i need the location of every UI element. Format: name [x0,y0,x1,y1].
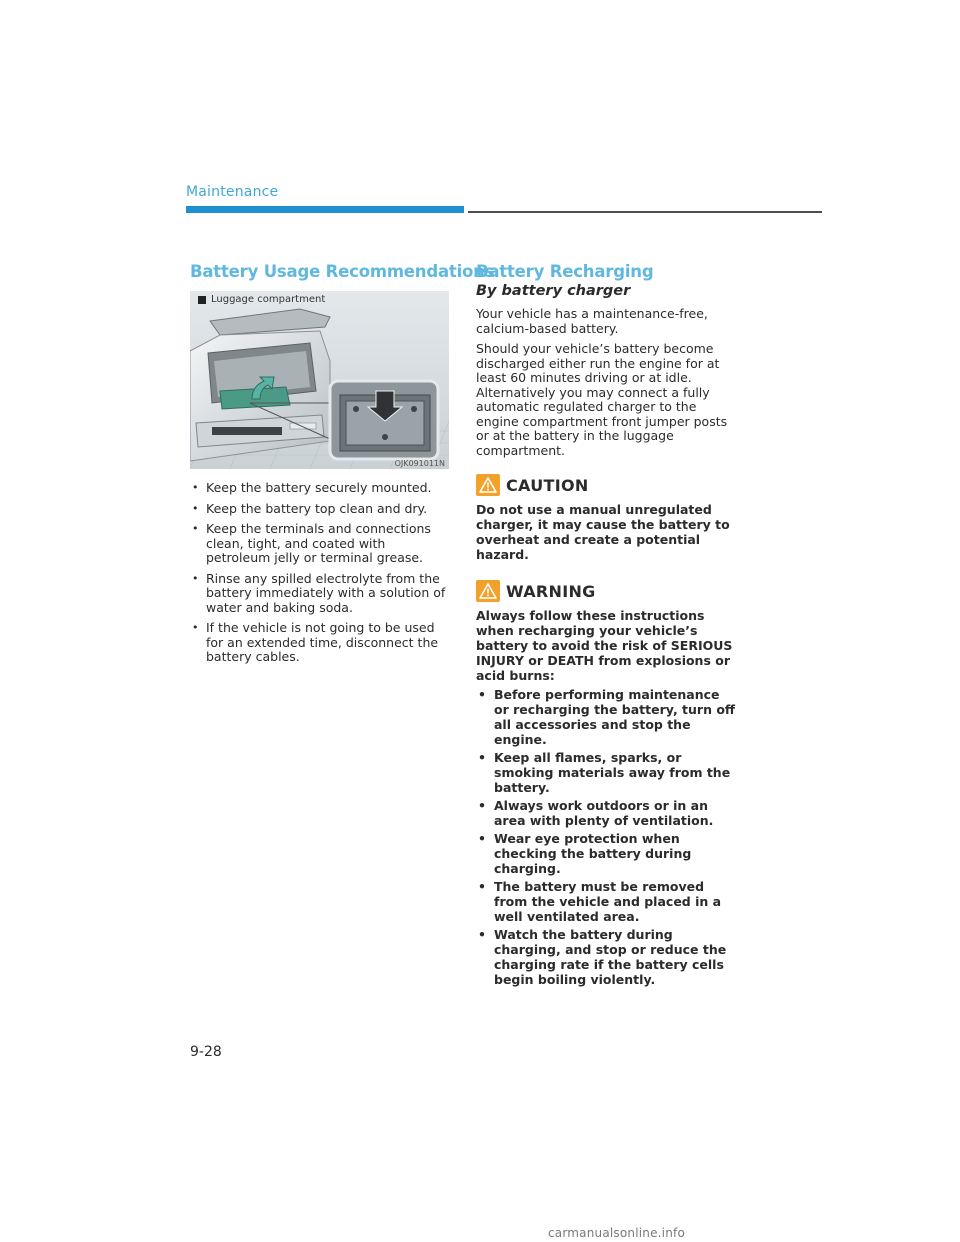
figure-caption [198,294,325,305]
caution-text: Do not use a manual unregulated charger, it may cause the battery to overheat and create a potential hazard. [476,502,730,562]
page-number: 9-28 [190,1044,222,1060]
battery-usage-list [190,481,452,665]
list-item: • Keep the terminals and connections clean, tight, and coated with petroleum jelly or terminal grease. [190,522,452,566]
list-item: • Rinse any spilled electrolyte from the battery immediately with a solution of water and baking soda. [190,572,452,616]
left-column [190,262,495,671]
section-header-title: Maintenance [186,184,279,200]
caution-header [476,474,738,496]
list-item: • If the vehicle is not going to be used for an extended time, disconnect the battery cables. [190,621,452,665]
list-item: • Keep all flames, sparks, or smoking materials away from the battery. [476,750,738,795]
header-rule-line [468,211,822,213]
figure-code: OJK091011N [394,459,445,468]
right-column [476,262,738,990]
warning-title: WARNING [506,581,596,601]
warning-intro: Always follow these instructions when recharging your vehicle’s battery to avoid the risk of SERIOUS INJURY or DEATH from explosions or acid burns: [476,608,733,683]
paragraph: Should your vehicle’s battery become discharged either run the engine for at least 60 minutes driving or at idle. Alternatively you may connect a fully automatic regulated charger to the engine compartment front jumper posts or at the battery in the luggage compartment. [476,341,728,458]
battery-recharging-heading: Battery Recharging [476,262,654,281]
list-item: • Before performing maintenance or recharging the battery, turn off all accessories and stop the engine. [476,687,738,747]
list-item: • Keep the battery securely mounted. [190,481,452,496]
warning-triangle-icon [476,580,500,602]
list-item: • Keep the battery top clean and dry. [190,502,452,517]
list-item: • Always work outdoors or in an area with plenty of ventilation. [476,798,738,828]
warning-header [476,580,738,602]
paragraph: Your vehicle has a maintenance-free, calcium-based battery. [476,306,708,336]
list-item: • Wear eye protection when checking the battery during charging. [476,831,738,876]
luggage-compartment-figure [190,291,449,469]
list-item: • Watch the battery during charging, and stop or reduce the charging rate if the battery cells begin boiling violently. [476,927,738,987]
battery-usage-heading: Battery Usage Recommendations [190,262,495,281]
battery-charger-subheading: By battery charger [476,283,631,299]
figure-caption-text: Luggage compartment [211,294,326,305]
watermark-text: carmanualsonline.info [548,1226,685,1240]
caution-title: CAUTION [506,475,589,495]
car-trunk-illustration [190,291,449,469]
list-item: • The battery must be removed from the vehicle and placed in a well ventilated area. [476,879,738,924]
caution-warning-icon [476,474,500,496]
header-rule-accent [186,206,464,213]
caption-square-icon [198,296,206,304]
warning-list [476,687,738,987]
